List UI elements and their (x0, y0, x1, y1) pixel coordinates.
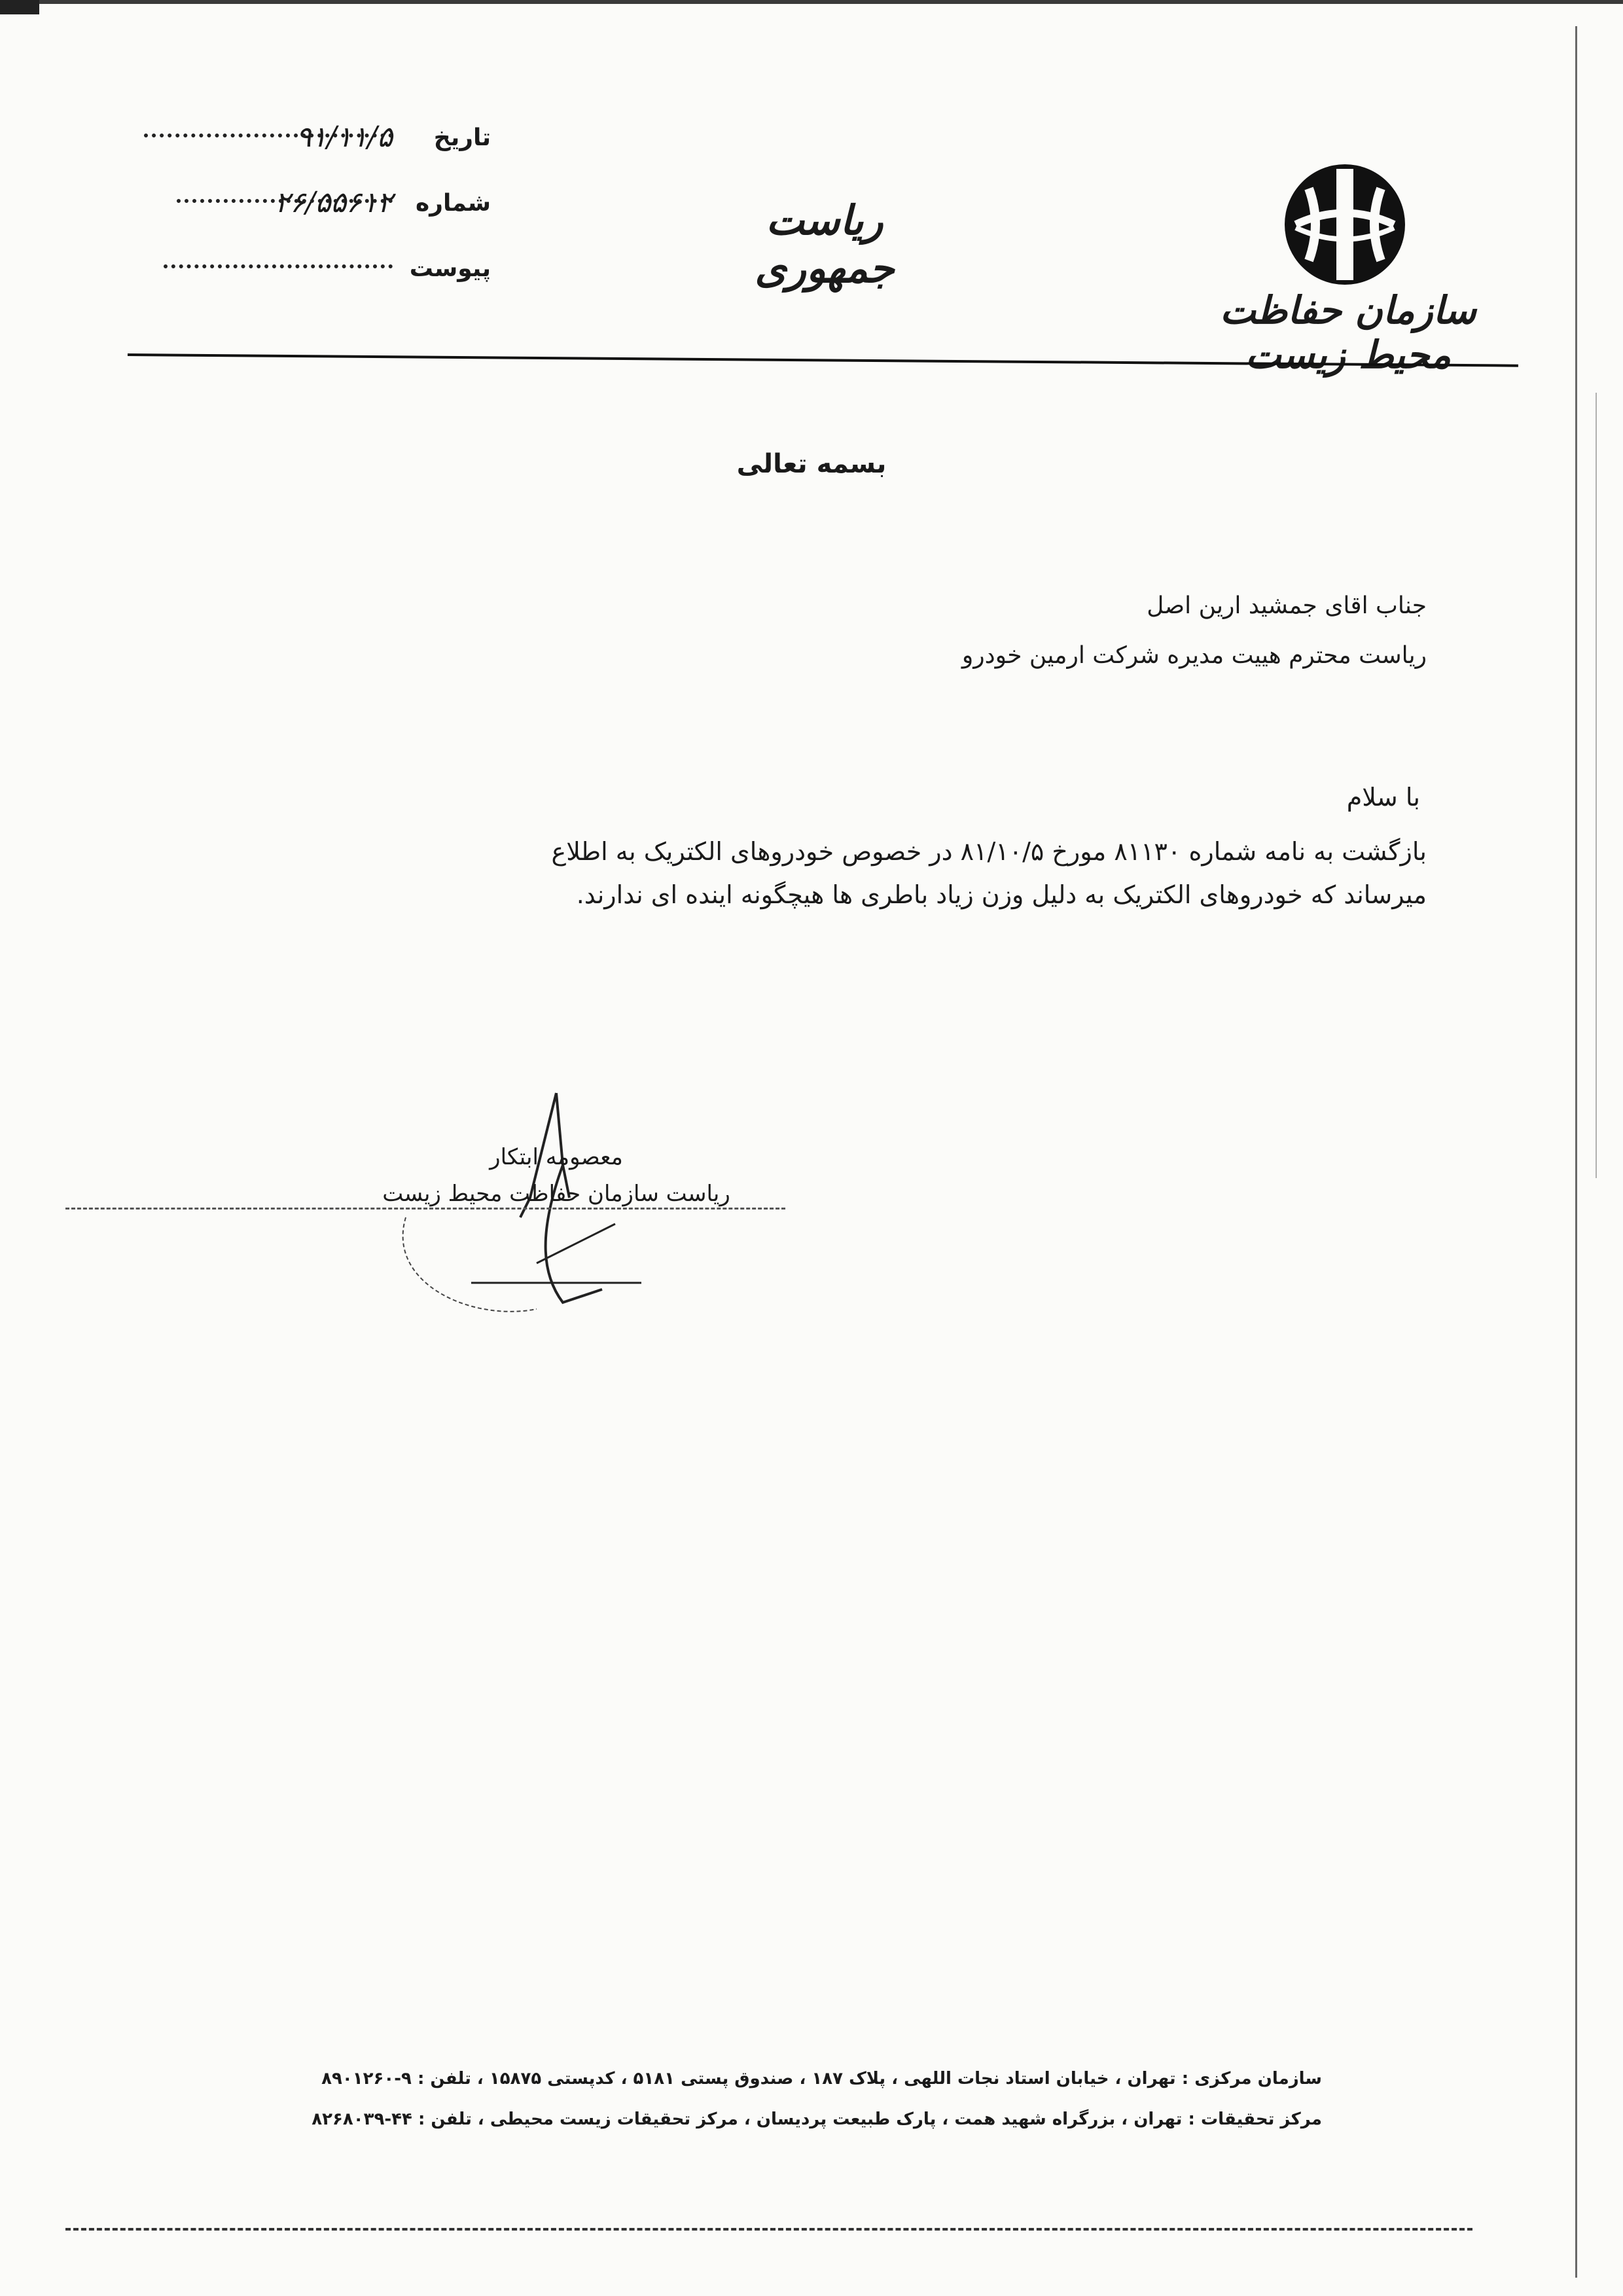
scan-right-edge-faint (1596, 393, 1597, 1178)
letter-body (327, 830, 1427, 916)
recipient-block (720, 581, 1427, 681)
recipient-name: جناب اقای جمشید ارین اصل (1147, 592, 1427, 619)
meta-date-value: ۹۱/۱۱/۵ (296, 120, 393, 154)
scan-dashed-mark (65, 1208, 785, 1210)
body-line-2: میرساند که خودروهای الکتریک به دلیل وزن زیاد باطری ها هیچگونه اینده ای ندارند. (576, 880, 1427, 909)
meta-date-label: تاریخ (433, 124, 491, 151)
meta-date-dots (144, 134, 393, 137)
scan-top-edge (0, 0, 1623, 4)
meta-attachment-dots (164, 264, 393, 268)
signer-title: ریاست سازمان حفاظت محیط زیست (382, 1181, 730, 1207)
recipient-title: ریاست محترم هییت مدیره شرکت ارمین خودرو (961, 642, 1427, 669)
meta-number-dots (177, 199, 393, 203)
presidency-title: ریاست جمهوری (755, 196, 895, 292)
bismillah-heading: بسمه تعالی (736, 449, 887, 479)
meta-number-row (111, 186, 491, 236)
meta-attachment-row (111, 255, 491, 301)
footer-address (249, 2058, 1322, 2140)
meta-number-label: شماره (415, 190, 491, 217)
signer-name: معصومه ابتکار (490, 1144, 623, 1170)
scan-corner-mark (0, 0, 39, 14)
bottom-dashed-edge (65, 2228, 1472, 2231)
organization-name: سازمان حفاظت محیط زیست (1220, 288, 1476, 377)
footer-line-1: سازمان مرکزی : تهران ، خیابان استاد نجات اللهی ، پلاک ۱۸۷ ، صندوق پستی ۵۱۸۱ ، کدپستی ۱۵۸۷۵ ، تلفن : ۹-۸۹۰۱۲۶۰ (321, 2069, 1322, 2089)
signature-block (327, 1139, 785, 1212)
footer-line-2: مرکز تحقیقات : تهران ، بزرگراه شهید همت ، پارک طبیعت پردیسان ، مرکز تحقیقات زیست محیطی ، تلفن : ۴۴-۸۲۶۸۰۳۹ (312, 2109, 1322, 2129)
greeting: با سلام (1346, 783, 1420, 812)
meta-date-row (111, 120, 491, 170)
scan-right-edge (1575, 26, 1577, 2278)
meta-attachment-label: پیوست (409, 255, 491, 282)
meta-number-value: ۲۶/۵۵۶۱۲ (274, 186, 393, 219)
body-line-1: بازگشت به نامه شماره ۸۱۱۳۰ مورخ ۸۱/۱۰/۵ در خصوص خودروهای الکتریک به اطلاع (551, 837, 1427, 866)
organization-logo-icon (1283, 162, 1407, 287)
